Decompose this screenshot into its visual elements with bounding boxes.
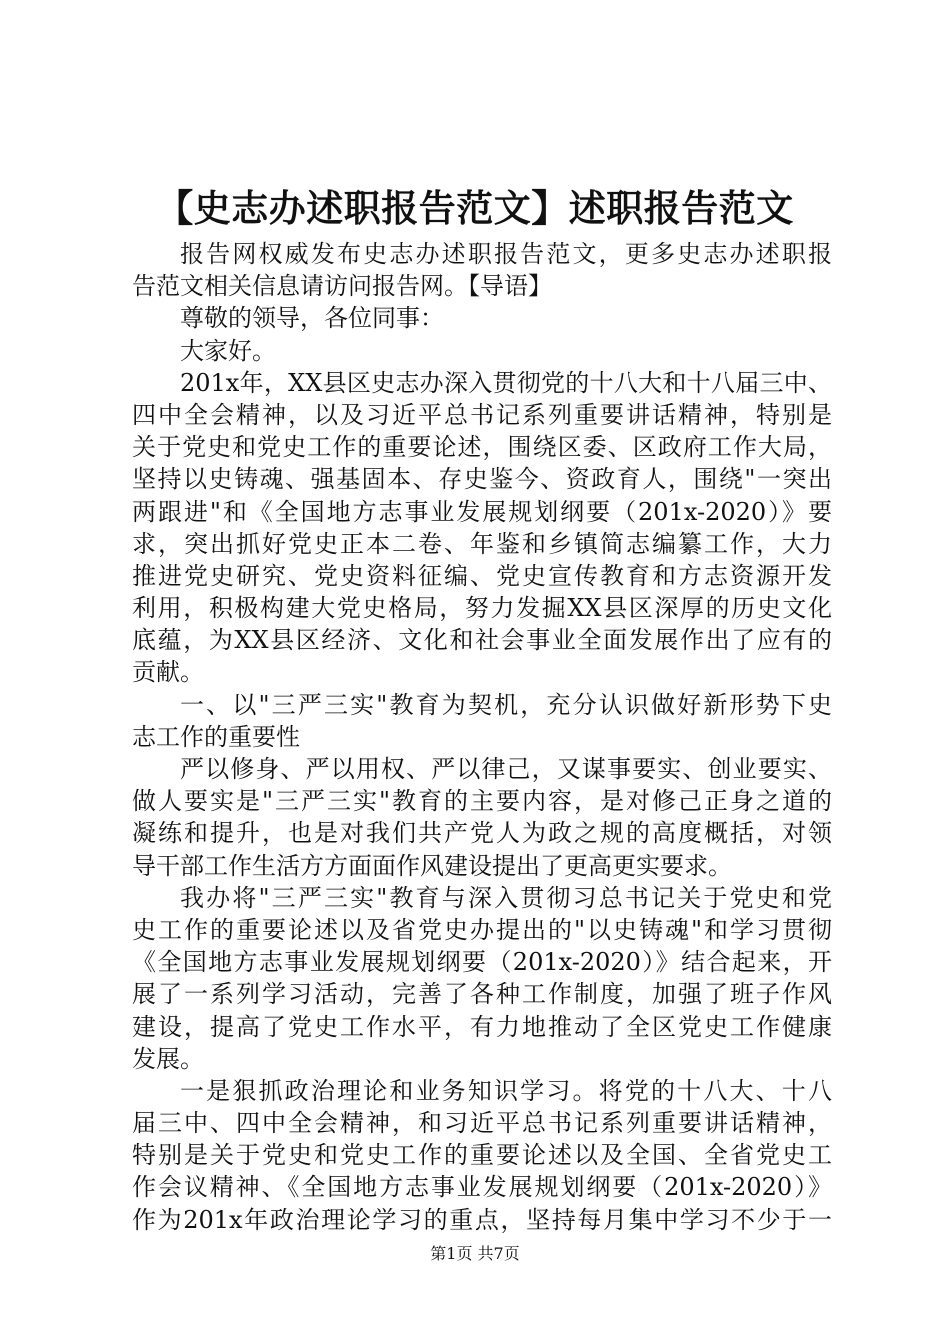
body-line: 四中全会精神，以及习近平总书记系列重要讲话精神，特别是 — [132, 400, 832, 429]
body-line: 一是狠抓政治理论和业务知识学习。将党的十八大、十八 — [180, 1076, 832, 1105]
body-line: 《全国地方志事业发展规划纲要（201x-2020）》结合起来，开 — [132, 948, 832, 977]
body-line: 告范文相关信息请访问报告网。【导语】 — [132, 272, 552, 301]
body-line: 底蕴，为XX县区经济、文化和社会事业全面发展作出了应有的 — [132, 626, 832, 655]
body-line: 特别是关于党史和党史工作的重要论述以及全国、全省党史工 — [132, 1141, 832, 1170]
body-line: 我办将"三严三实"教育与深入贯彻习总书记关于党史和党 — [180, 883, 832, 912]
body-line: 作会议精神、《全国地方志事业发展规划纲要（201x-2020）》 — [132, 1173, 832, 1202]
body-line: 严以修身、严以用权、严以律己，又谋事要实、创业要实、 — [180, 755, 832, 783]
body-line: 关于党史和党史工作的重要论述，围绕区委、区政府工作大局， — [132, 433, 832, 462]
body-line: 导干部工作生活方方面面作风建设提出了更高更实要求。 — [132, 851, 732, 880]
body-line: 建设，提高了党史工作水平，有力地推动了全区党史工作健康 — [132, 1012, 832, 1041]
body-line: 201x年，XX县区史志办深入贯彻党的十八大和十八届三中、 — [180, 368, 832, 397]
body-line: 大家好。 — [180, 336, 276, 365]
body-line: 展了一系列学习活动，完善了各种工作制度，加强了班子作风 — [132, 980, 832, 1009]
body-line: 求，突出抓好党史正本二卷、年鉴和乡镇简志编纂工作，大力 — [132, 529, 832, 558]
document-title: 【史志办述职报告范文】述职报告范文 — [156, 186, 794, 230]
body-line: 发展。 — [132, 1044, 204, 1073]
body-line: 报告网权威发布史志办述职报告范文，更多史志办述职报 — [180, 240, 832, 268]
page-footer: 第1页 共7页 — [430, 1244, 520, 1263]
body-line: 志工作的重要性 — [132, 722, 300, 751]
body-line: 史工作的重要论述以及省党史办提出的"以史铸魂"和学习贯彻 — [132, 915, 832, 944]
body-line: 凝练和提升，也是对我们共产党人为政之规的高度概括，对领 — [132, 819, 832, 848]
body-line: 尊敬的领导，各位同事： — [180, 304, 444, 333]
body-line: 届三中、四中全会精神，和习近平总书记系列重要讲话精神， — [132, 1109, 832, 1138]
body-line: 贡献。 — [132, 658, 204, 687]
body-line: 作为201x年政治理论学习的重点，坚持每月集中学习不少于一 — [132, 1205, 832, 1234]
body-line: 做人要实是"三严三实"教育的主要内容，是对修己正身之道的 — [132, 787, 832, 816]
body-line: 利用，积极构建大党史格局，努力发掘XX县区深厚的历史文化 — [132, 594, 832, 623]
document-body — [132, 238, 832, 1236]
body-line: 一、以"三严三实"教育为契机，充分认识做好新形势下史 — [180, 690, 832, 719]
body-line: 两跟进"和《全国地方志事业发展规划纲要（201x-2020）》要 — [132, 497, 832, 526]
body-line: 推进党史研究、党史资料征编、党史宣传教育和方志资源开发 — [132, 561, 832, 590]
body-line: 坚持以史铸魂、强基固本、存史鉴今、资政育人，围绕"一突出 — [132, 465, 832, 494]
